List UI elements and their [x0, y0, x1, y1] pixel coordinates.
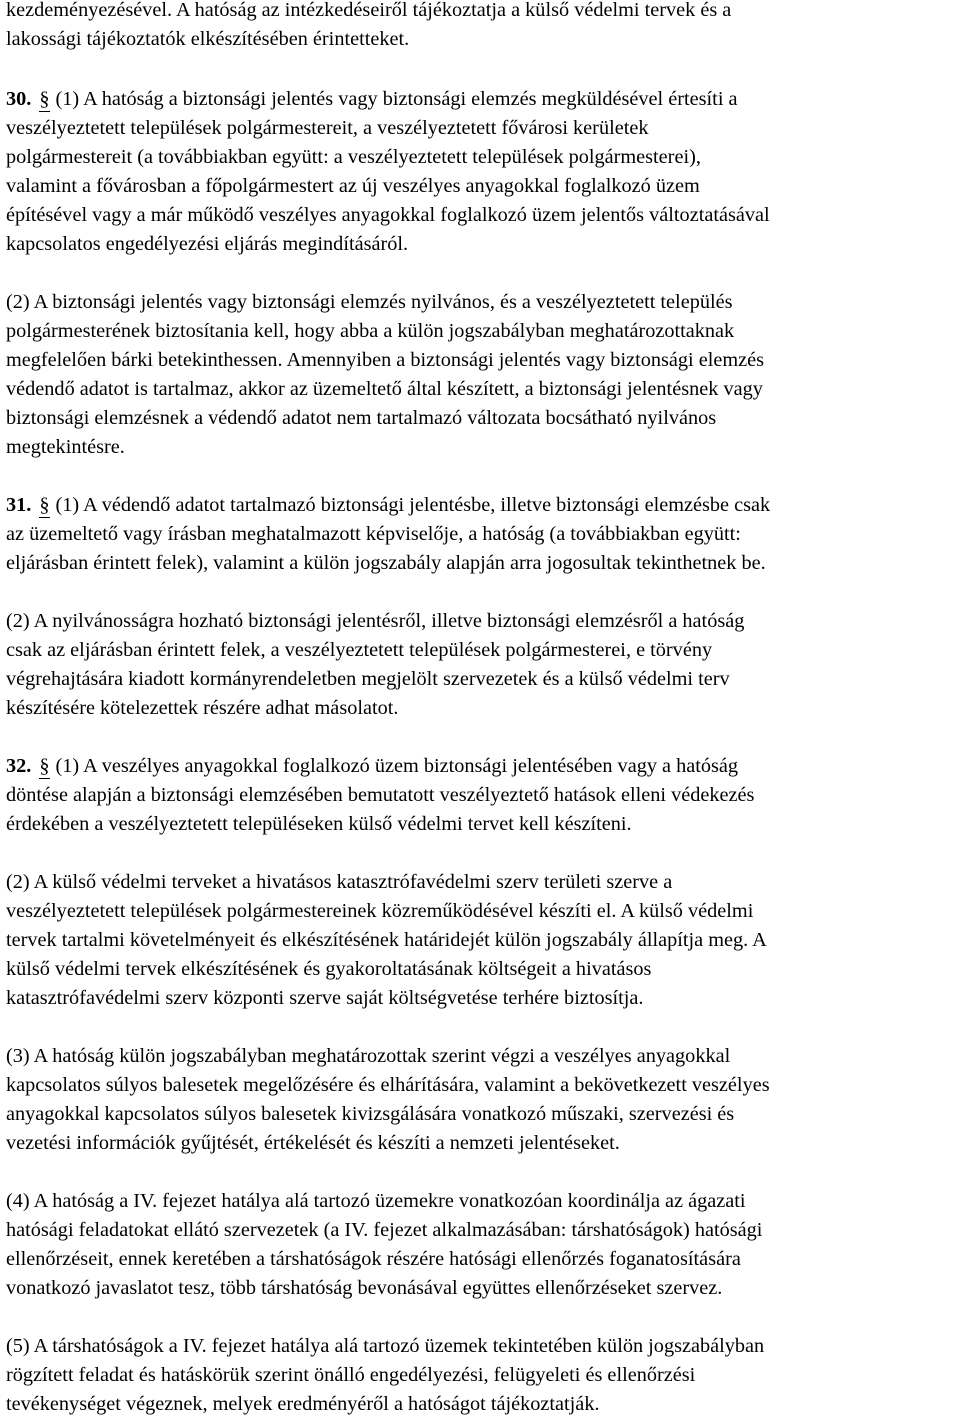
text-line: kapcsolatos súlyos balesetek megelőzésére és elhárítására, valamint a bekövetkezett veszélyes — [6, 1074, 770, 1096]
paragraph-section-30-2 — [6, 288, 956, 462]
text-line: kapcsolatos engedélyezési eljárás megindításáról. — [6, 233, 409, 255]
text-line: lakossági tájékoztatók elkészítésében érintetteket. — [6, 28, 410, 50]
text-line: tervek tartalmi követelményeit és elkészítésének határidejét külön jogszabály állapítja meg. A — [6, 929, 767, 951]
section-symbol: § — [39, 85, 49, 114]
paragraph-section-32-1 — [6, 752, 956, 839]
text-line: eljárásban érintett felek), valamint a külön jogszabály alapján arra jogosultak tekinthetnek be. — [6, 552, 766, 574]
text-line: vezetési információk gyűjtését, értékelését és készíti a nemzeti jelentéseket. — [6, 1132, 620, 1154]
paragraph-section-32-5 — [6, 1332, 956, 1419]
text-line: (2) A külső védelmi terveket a hivatásos katasztrófavédelmi szerv területi szerve a — [6, 871, 673, 893]
text-line: (2) A nyilvánosságra hozható biztonsági jelentésről, illetve biztonsági elemzésről a hatóság — [6, 610, 745, 632]
paragraph-intro-continuation — [6, 0, 956, 54]
section-lead-text: (1) A hatóság a biztonsági jelentés vagy biztonsági elemzés megküldésével értesíti a — [55, 88, 738, 110]
text-line: ellenőrzéseit, ennek keretében a társhatóságok részére hatósági ellenőrzés foganatosítására — [6, 1248, 741, 1270]
text-line: készítésére kötelezettek részére adhat másolatot. — [6, 697, 399, 719]
text-line: tevékenységet végeznek, melyek eredményéről a hatóságot tájékoztatják. — [6, 1393, 600, 1415]
section-symbol: § — [39, 752, 49, 781]
paragraph-section-31-1 — [6, 491, 956, 578]
text-line: veszélyeztetett települések polgármestereinek közreműködésével készíti el. A külső védelmi — [6, 900, 754, 922]
text-line-lead — [6, 85, 956, 114]
section-number: 30. — [6, 88, 32, 110]
section-number: 32. — [6, 755, 32, 777]
text-line: (2) A biztonsági jelentés vagy biztonsági elemzés nyilvános, és a veszélyeztetett település — [6, 291, 733, 313]
text-line: (4) A hatóság a IV. fejezet hatálya alá tartozó üzemekre vonatkozóan koordinálja az ágazati — [6, 1190, 746, 1212]
text-line: anyagokkal kapcsolatos súlyos balesetek kivizsgálására vonatkozó műszaki, szervezési és — [6, 1103, 735, 1125]
paragraph-section-32-3 — [6, 1042, 956, 1158]
text-line-lead — [6, 752, 956, 781]
text-line: döntése alapján a biztonsági elemzésében bemutatott veszélyeztető hatások elleni védekezés — [6, 784, 755, 806]
text-line: megfelelően bárki betekinthessen. Amennyiben a biztonsági jelentés vagy biztonsági elemzés — [6, 349, 765, 371]
text-line: polgármestereit (a továbbiakban együtt: a veszélyeztetett települések polgármesterei), — [6, 146, 701, 168]
text-line: biztonsági elemzésnek a védendő adatot nem tartalmazó változata bocsátható nyilvános — [6, 407, 717, 429]
text-line: rögzített feladat és hatáskörük szerint önálló engedélyezési, felügyeleti és ellenőrzési — [6, 1364, 696, 1386]
paragraph-section-32-4 — [6, 1187, 956, 1303]
text-line: valamint a fővárosban a főpolgármestert az új veszélyes anyagokkal foglalkozó üzem — [6, 175, 700, 197]
text-line: védendő adatot is tartalmaz, akkor az üzemeltető által készített, a biztonsági jelentésnek vagy — [6, 378, 763, 400]
text-line-lead — [6, 491, 956, 520]
section-symbol: § — [39, 491, 49, 520]
text-line: katasztrófavédelmi szerv központi szerve saját költségvetése terhére biztosítja. — [6, 987, 644, 1009]
text-line: kezdeményezésével. A hatóság az intézkedéseiről tájékoztatja a külső védelmi tervek és a — [6, 0, 732, 21]
text-line: megtekintésre. — [6, 436, 125, 458]
section-number: 31. — [6, 494, 32, 516]
text-line: veszélyeztetett települések polgármestereit, a veszélyeztetett fővárosi kerületek — [6, 117, 649, 139]
text-line: vonatkozó javaslatot tesz, több társhatóság bevonásával együttes ellenőrzéseket szervez. — [6, 1277, 723, 1299]
document-page — [6, 0, 956, 1419]
text-line: (3) A hatóság külön jogszabályban meghatározottak szerint végzi a veszélyes anyagokkal — [6, 1045, 731, 1067]
paragraph-section-32-2 — [6, 868, 956, 1013]
text-line: építésével vagy a már működő veszélyes anyagokkal foglalkozó üzem jelentős változtatásával — [6, 204, 770, 226]
text-line: külső védelmi tervek elkészítésének és gyakoroltatásának költségeit a hivatásos — [6, 958, 652, 980]
text-line: polgármesterének biztosítania kell, hogy abba a külön jogszabályban meghatározottaknak — [6, 320, 735, 342]
paragraph-section-31-2 — [6, 607, 956, 723]
paragraph-section-30-1 — [6, 85, 956, 259]
section-lead-text: (1) A védendő adatot tartalmazó biztonsági jelentésbe, illetve biztonsági elemzésbe csak — [55, 494, 771, 516]
text-line: az üzemeltető vagy írásban meghatalmazott képviselője, a hatóság (a továbbiakban együtt: — [6, 523, 741, 545]
text-line: csak az eljárásban érintett felek, a veszélyeztetett települések polgármesterei, e törvény — [6, 639, 713, 661]
text-line: hatósági feladatokat ellátó szervezetek (a IV. fejezet alkalmazásában: társhatóságok) hatósági — [6, 1219, 763, 1241]
text-line: végrehajtására kiadott kormányrendeletben megjelölt szervezetek és a külső védelmi terv — [6, 668, 730, 690]
section-lead-text: (1) A veszélyes anyagokkal foglalkozó üzem biztonsági jelentésében vagy a hatóság — [55, 755, 739, 777]
text-line: (5) A társhatóságok a IV. fejezet hatálya alá tartozó üzemek tekintetében külön jogszabályban — [6, 1335, 765, 1357]
text-line: érdekében a veszélyeztetett településeken külső védelmi tervet kell készíteni. — [6, 813, 632, 835]
